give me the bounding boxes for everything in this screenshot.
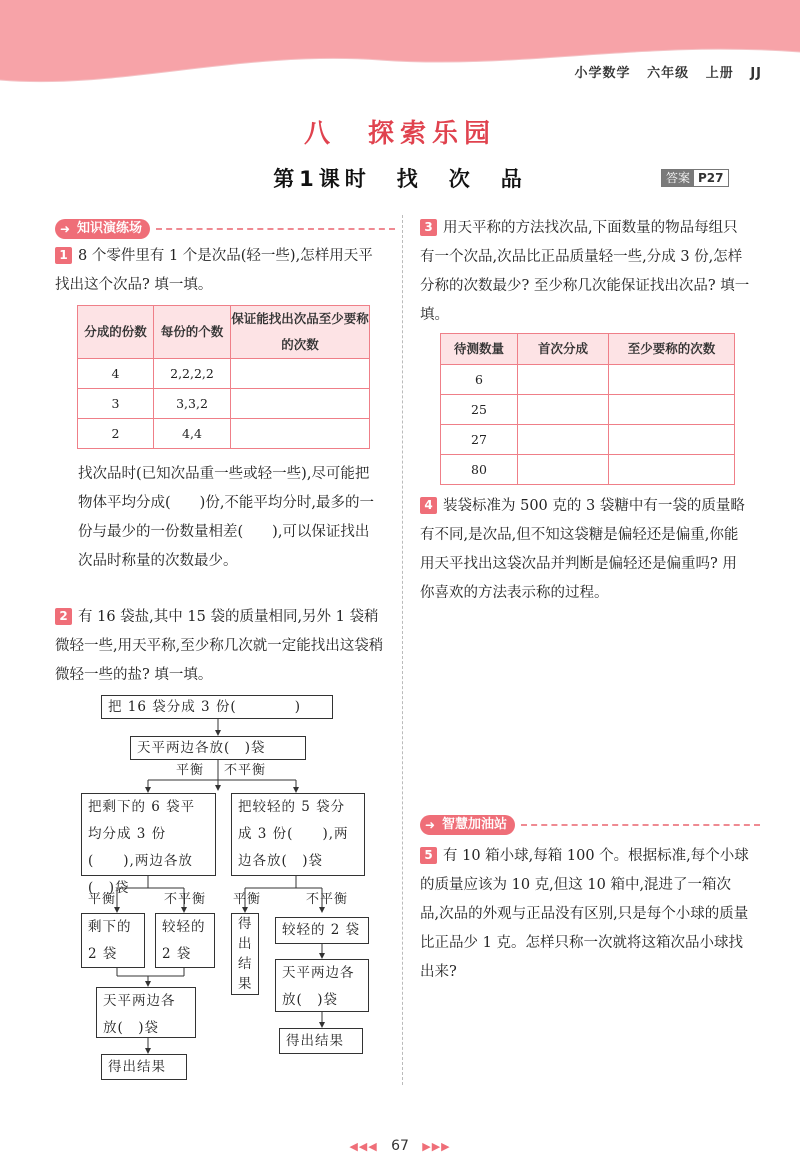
- q1-table: [77, 305, 370, 449]
- table-cell: 27: [441, 425, 518, 455]
- question-4-text: 装袋标准为 500 克的 3 袋糖中有一袋的质量略有不同,是次品,但不知这袋糖是偏轻还是偏重,你能用天平找出这袋次品并判断是偏轻还是偏重吗? 用你喜欢的方法表示称的过程。: [420, 498, 745, 601]
- flow-rr-box1: 得出结果: [231, 913, 259, 995]
- answer-cell[interactable]: [609, 365, 735, 395]
- table-header-row: [441, 334, 735, 365]
- answer-cell[interactable]: [518, 425, 609, 455]
- question-2: [55, 603, 385, 690]
- table-header: 待测数量: [441, 334, 518, 365]
- table-header: 分成的份数: [78, 306, 154, 359]
- answer-cell[interactable]: [518, 395, 609, 425]
- answer-cell[interactable]: [231, 359, 370, 389]
- q3-table: [440, 333, 735, 485]
- table-row: [441, 425, 735, 455]
- answer-cell[interactable]: [231, 389, 370, 419]
- left-arrows-icon: ◀◀◀: [349, 1140, 378, 1153]
- table-header: 至少要称的次数: [609, 334, 735, 365]
- question-5-text: 有 10 箱小球,每箱 100 个。根据标准,每个小球的质量应该为 10 克,但这 10 箱中,混进了一箱次品,次品的外观与正品没有区别,只是每个小球的质量比正品少 1 克。怎样只称一次就将这箱次品小球找出来?: [420, 848, 749, 980]
- label-unbalanced: 不平衡: [306, 892, 349, 907]
- answer-cell[interactable]: [609, 395, 735, 425]
- table-cell: 6: [441, 365, 518, 395]
- page-footer: [0, 1138, 800, 1154]
- book-name: 小学数学: [574, 66, 631, 81]
- section-practice-label: 知识演练场: [77, 221, 143, 236]
- label-unbalanced: 不平衡: [164, 892, 207, 907]
- table-cell: 2,2,2,2: [154, 359, 231, 389]
- flow-rr-box2: 较轻的 2 袋: [275, 917, 369, 944]
- arrow-icon: ➜: [425, 818, 436, 832]
- table-header: 每份的个数: [154, 306, 231, 359]
- answer-cell[interactable]: [231, 419, 370, 449]
- answer-tag: [661, 169, 729, 187]
- flow-ll-box2: 较轻的 2 袋: [155, 913, 215, 968]
- answer-cell[interactable]: [609, 455, 735, 485]
- volume-label: 上册: [705, 66, 734, 81]
- flow-step-weigh: 天平两边各放( )袋: [130, 736, 306, 760]
- flow-left-box: 把剩下的 6 袋平均分成 3 份( ),两边各放( )袋: [81, 793, 216, 876]
- flow-ll-result: 得出结果: [101, 1054, 187, 1080]
- label-balanced: 平衡: [88, 892, 117, 907]
- table-row: [78, 359, 370, 389]
- flow-step-split: 把 16 袋分成 3 份( ): [101, 695, 333, 719]
- flow-rr-weigh: 天平两边各放( )袋: [275, 959, 369, 1012]
- column-divider: [402, 215, 403, 1085]
- flow-ll-weigh: 天平两边各放( )袋: [96, 987, 196, 1038]
- question-3: [420, 214, 750, 330]
- question-number: 2: [55, 608, 72, 625]
- table-cell: 80: [441, 455, 518, 485]
- answer-label: 答案: [662, 170, 694, 186]
- table-header: 保证能找出次品至少要称的次数: [231, 306, 370, 359]
- question-5: [420, 842, 750, 987]
- right-arrows-icon: ▶▶▶: [422, 1140, 451, 1153]
- unit-title: 八 探索乐园: [303, 119, 496, 149]
- question-4: [420, 492, 750, 608]
- grade-label: 六年级: [647, 66, 690, 81]
- table-cell: 3: [78, 389, 154, 419]
- section-practice: [55, 218, 395, 240]
- flow-rr-result: 得出结果: [279, 1028, 363, 1054]
- table-header-row: [78, 306, 370, 359]
- label-balanced: 平衡: [233, 892, 262, 907]
- label-balanced: 平衡: [176, 763, 205, 778]
- answer-cell[interactable]: [518, 365, 609, 395]
- edition-label: JJ: [750, 66, 762, 81]
- table-row: [441, 395, 735, 425]
- table-cell: 4: [78, 359, 154, 389]
- question-number: 3: [420, 219, 437, 236]
- table-row: [441, 455, 735, 485]
- question-3-text: 用天平称的方法找次品,下面数量的物品每组只有一个次品,次品比正品质量轻一些,分成 3 份,怎样分称的次数最少? 至少称几次能保证找出次品? 填一填。: [420, 220, 750, 323]
- flow-ll-box1: 剩下的 2 袋: [81, 913, 145, 968]
- table-row: [78, 419, 370, 449]
- table-cell: 25: [441, 395, 518, 425]
- table-row: [78, 389, 370, 419]
- flow-right-box: 把较轻的 5 袋分成 3 份( ),两边各放( )袋: [231, 793, 365, 876]
- answer-cell[interactable]: [609, 425, 735, 455]
- answer-page: P27: [698, 171, 724, 185]
- lesson-title: 第1课时 找 次 品: [273, 167, 527, 191]
- table-header: 首次分成: [518, 334, 609, 365]
- question-1-text: 8 个零件里有 1 个是次品(轻一些),怎样用天平找出这个次品? 填一填。: [55, 248, 373, 293]
- table-cell: 4,4: [154, 419, 231, 449]
- question-number: 1: [55, 247, 72, 264]
- question-1: [55, 242, 385, 300]
- section-wisdom-label: 智慧加油站: [442, 817, 508, 832]
- section-wisdom: [420, 814, 760, 836]
- question-2-text: 有 16 袋盐,其中 15 袋的质量相同,另外 1 袋稍微轻一些,用天平称,至少称几次就一定能找出这袋稍微轻一些的盐? 填一填。: [55, 609, 384, 683]
- question-number: 4: [420, 497, 437, 514]
- q1-conclusion: 找次品时(已知次品重一些或轻一些),尽可能把物体平均分成( )份,不能平均分时,最多的一份与最少的一份数量相差( ),可以保证找出次品时称量的次数最少。: [78, 466, 375, 569]
- arrow-icon: ➜: [60, 222, 71, 236]
- label-unbalanced: 不平衡: [224, 763, 267, 778]
- table-cell: 2: [78, 419, 154, 449]
- table-cell: 3,3,2: [154, 389, 231, 419]
- book-info: [575, 62, 762, 81]
- question-number: 5: [420, 847, 437, 864]
- page-number: 67: [391, 1138, 409, 1154]
- answer-cell[interactable]: [518, 455, 609, 485]
- table-row: [441, 365, 735, 395]
